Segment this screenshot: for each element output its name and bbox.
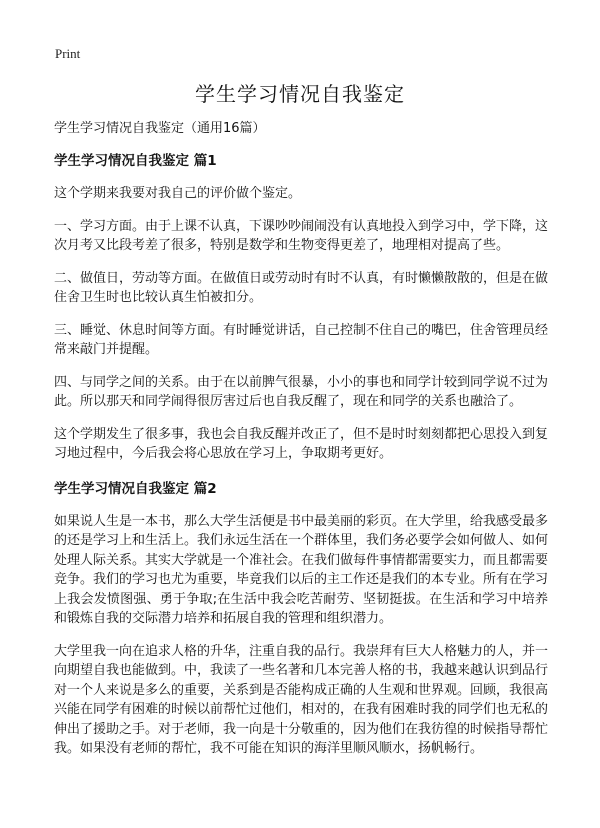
- paragraph: 如果说人生是一本书，那么大学生活便是书中最美丽的彩页。在大学里，给我感受最多的还是学习上和生活上。我们永远生活在一个群体里，我们务必要学会如何做人、如何处理人际关系。其实大学就是一个准社会。在我们做每件事情都需要实力，而且都需要竞争。我们的学习也尤为重要，毕竟我们以后的主工作还是我们的本专业。所有在学习上我会发愤图强、勇于争取;在生活中我会吃苦耐劳、坚韧挺拔。在生活和学习中培养和锻炼自我的交际潜力培养和拓展自我的管理和组织潜力。: [54, 513, 549, 626]
- document-subtitle: 学生学习情况自我鉴定（通用16篇）: [54, 121, 266, 136]
- print-link[interactable]: Print: [55, 46, 81, 61]
- paragraph: 二、做值日，劳动等方面。在做值日或劳动时有时不认真，有时懒懒散散的，但是在做住舍卫生时也比较认真生怕被扣分。: [54, 270, 549, 305]
- paragraph: 四、与同学之间的关系。由于在以前脾气很暴，小小的事也和同学计较到同学说不过为此。所以那天和同学闹得很厉害过后也自我反醒了，现在和同学的关系也融洽了。: [54, 374, 549, 409]
- paragraph: 大学里我一向在追求人格的升华，注重自我的品行。我崇拜有巨大人格魅力的人，并一向期望自我也能做到。中，我读了一些名著和几本完善人格的书，我越来越认识到品行对一个人来说是多么的重要，关系到是否能构成正确的人生观和世界观。回顾，我很高兴能在同学有困难的时候以前帮忙过他们，相对的，在我有困难时我的同学们也无私的伸出了援助之手。对于老师，我一向是十分敬重的，因为他们在我彷徨的时候指导帮忙我。如果没有老师的帮忙，我不可能在知识的海洋里顺风顺水，扬帆畅行。: [54, 643, 549, 756]
- paragraph: 这个学期发生了很多事，我也会自我反醒并改正了，但不是时时刻刻都把心思投入到复习地过程中，今后我会将心思放在学习上，争取期考更好。: [54, 426, 549, 461]
- paragraph: 三、睡觉、休息时间等方面。有时睡觉讲话，自己控制不住自己的嘴巴，住舍管理员经常来敲门并提醒。: [54, 322, 549, 357]
- section-heading: 学生学习情况自我鉴定 篇2: [54, 480, 217, 497]
- section-2: [54, 480, 548, 759]
- page-title: 学生学习情况自我鉴定: [195, 82, 405, 106]
- document-body: [54, 120, 548, 772]
- paragraph: 一、学习方面。由于上课不认真，下课吵吵闹闹没有认真地投入到学习中，学下降，这次月考又比段考差了很多，特别是数学和生物变得更差了，地理相对提高了些。: [54, 218, 549, 253]
- section-1: [54, 152, 548, 464]
- paragraph: 这个学期来我要对我自己的评价做个鉴定。: [54, 186, 302, 201]
- section-heading: 学生学习情况自我鉴定 篇1: [54, 153, 217, 169]
